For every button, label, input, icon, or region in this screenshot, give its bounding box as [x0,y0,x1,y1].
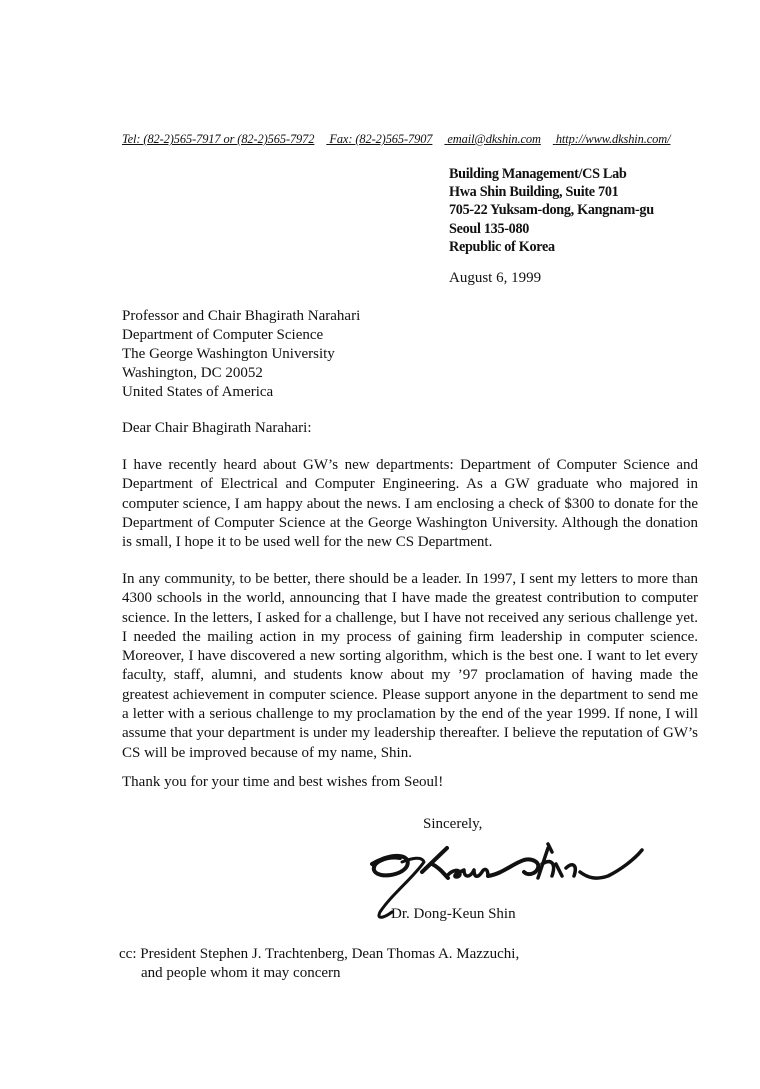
sender-address-line: Building Management/CS Lab [449,166,627,182]
body-paragraph: In any community, to be better, there should be a leader. In 1997, I sent my letters to more than 4300 schools in the world, announcing that I have made the greatest contribution to computer science. In the letters, I asked for a challenge, but I have not received any serious challenge yet. I needed the mailing action in my process of gaining firm leadership in computer science. Moreover, I have discovered a new sorting algorithm, which is the best one. I want to let every faculty, staff, alumni, and students know about my ’97 proclamation of having made the greatest achievement in computer science. Please support anyone in the department to send me a letter with a serious challenge to my proclamation by the end of the year 1999. If none, I will assume that your department is under my leadership thereafter. I believe the reputation of GW’s CS will be improved because of my name, Shin. [122,571,698,761]
recipient-address-line: Department of Computer Science [122,327,324,343]
email-address: email@dkshin.com [447,132,541,146]
phone-numbers: Tel: (82-2)565-7917 or (82-2)565-7972 [122,132,315,146]
signature-stroke [488,859,538,876]
letter-date: August 6, 1999 [449,270,542,286]
salutation: Dear Chair Bhagirath Narahari: [122,420,312,436]
sender-address-line: 705-22 Yuksam-dong, Kangnam-gu [449,202,654,219]
fax-number: Fax: (82-2)565-7907 [329,132,433,146]
closing: Sincerely, [423,816,483,832]
website-url: http://www.dkshin.com/ [555,132,671,146]
cc-line: cc: President Stephen J. Trachtenberg, Dean Thomas A. Mazzuchi, [119,946,520,962]
cc-list [119,945,519,983]
signature-stroke [447,869,488,877]
recipient-address-line: United States of America [122,384,274,400]
signature-stroke [422,848,448,878]
cc-line: and people whom it may concern [141,965,341,981]
sender-address-line: Seoul 135-080 [449,220,530,237]
letterhead-contact-line [122,132,698,147]
recipient-address-line: Professor and Chair Bhagirath Narahari [122,308,361,324]
recipient-address [122,307,360,402]
sender-address-line: Republic of Korea [449,238,555,255]
signature-stroke [538,844,575,878]
body-paragraph: Thank you for your time and best wishes from Seoul! [122,774,444,790]
sender-address-line: Hwa Shin Building, Suite 701 [449,184,619,201]
sender-address [449,165,654,256]
signer-name: Dr. Dong-Keun Shin [391,906,516,922]
recipient-address-line: The George Washington University [122,346,335,362]
signature-stroke [372,856,408,875]
recipient-address-line: Washington, DC 20052 [122,365,263,381]
signature-stroke [580,850,642,878]
body-paragraph: I have recently heard about GW’s new departments: Department of Computer Science and Department of Electrical and Computer Engineering. As a GW graduate who majored in computer science, I am happy about the news. I am enclosing a check of $300 to donate for the Department of Computer Science at the George Washington University. Although the donation is small, I hope it to be used well for the new CS Department. [122,457,698,551]
